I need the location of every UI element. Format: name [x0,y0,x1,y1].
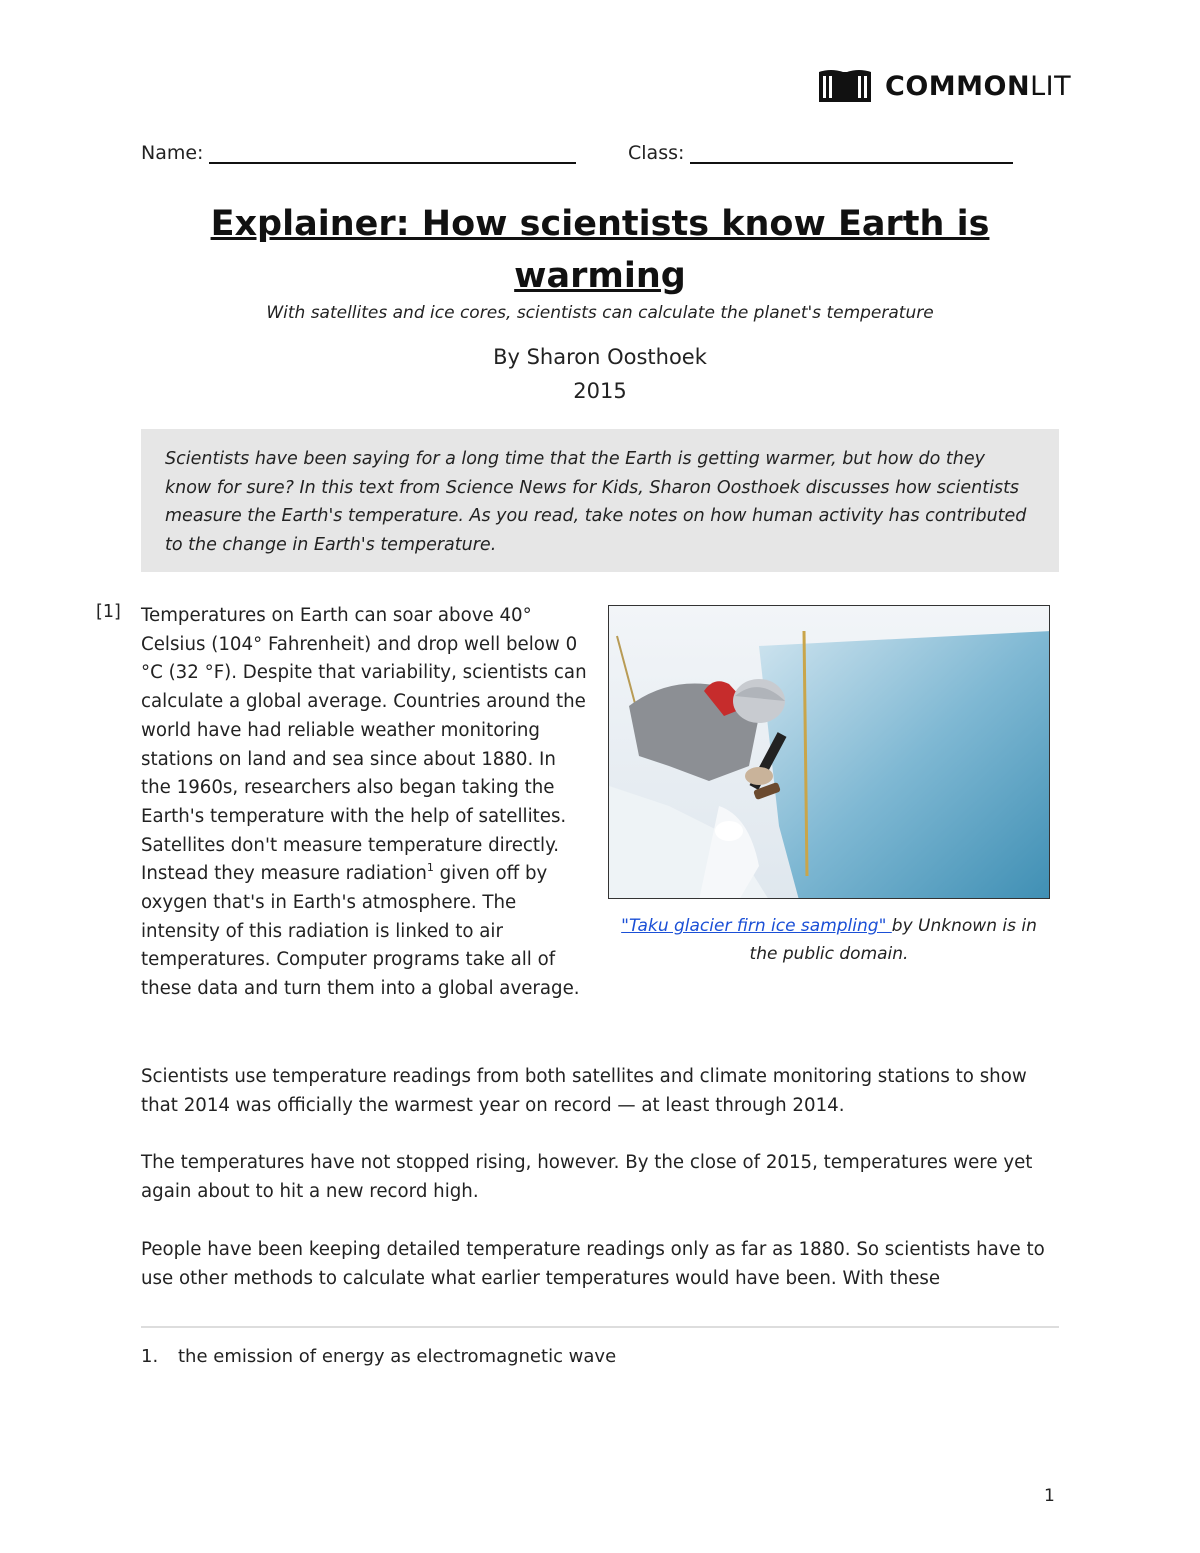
logo-text-light: LIT [1030,70,1072,102]
paragraph-1-part2: given off by oxygen that's in Earth's atmosphere. The intensity of this radiation is linked to air temperatures. Computer programs take all of these data and turn them into a global average. [141,863,580,1000]
paragraph-2: Scientists use temperature readings from both satellites and climate monitoring stations to show that 2014 was officially the warmest year on record — at least through 2014. [141,1066,1027,1116]
paragraph-3: The temperatures have not stopped rising, however. By the close of 2015, temperatures were yet again about to hit a new record high. [141,1152,1033,1202]
paragraph-4: People have been keeping detailed temperature readings only as far as 1880. So scientists have to use other methods to calculate what earlier temperatures would have been. With these [141,1239,1045,1289]
footnote-text: the emission of energy as electromagnetic wave [178,1346,617,1367]
open-book-icon [817,68,873,104]
commonlit-logo [817,68,1071,104]
article-subtitle: With satellites and ice cores, scientists can calculate the planet's temperature [266,303,934,323]
article-author: By Sharon Oosthoek [493,345,707,369]
footnote-ref[interactable]: 1 [426,861,434,875]
class-blank-line[interactable] [690,140,1013,164]
logo-wordmark [885,70,1072,102]
intro-box: Scientists have been saying for a long time that the Earth is getting warmer, but how do they know for sure? In this text from Science News for Kids, Sharon Oosthoek discusses how scientists measure the Earth's temperature. As you read, take notes on how human activity has contributed to the change in Earth's temperature. [141,429,1059,572]
caption-text: by Unknown is in the public domain. [749,916,1037,964]
paragraph-number: [1] [96,602,121,622]
page-number: 1 [1044,1486,1055,1506]
footnote-divider [141,1326,1059,1328]
image-source-link[interactable]: "Taku glacier firn ice sampling" [621,916,892,936]
article-year: 2015 [573,379,627,403]
name-label: Name: [141,142,204,164]
footnote-1 [141,1346,616,1367]
name-field [141,140,576,164]
name-blank-line[interactable] [209,140,576,164]
photo-caption [608,912,1050,968]
footnote-number: 1. [141,1346,159,1367]
paragraph-1-part1: Temperatures on Earth can soar above 40° Celsius (104° Fahrenheit) and drop well below 0 °C (32 °F). Despite that variability, scientists can calculate a global average. Countries around the world have had reliable weather monitoring stations on land and sea since about 1880. In the 1960s, researchers also began taking the Earth's temperature with the help of satellites. Satellites don't measure temperature directly. Instead they measure radiation [141,605,587,885]
glacier-photo [608,605,1050,899]
paragraph-1 [141,602,591,1004]
class-field [628,140,1013,164]
class-label: Class: [628,142,685,164]
article-title: Explainer: How scientists know Earth is warming [210,204,990,296]
logo-text-bold: COMMON [885,70,1031,102]
